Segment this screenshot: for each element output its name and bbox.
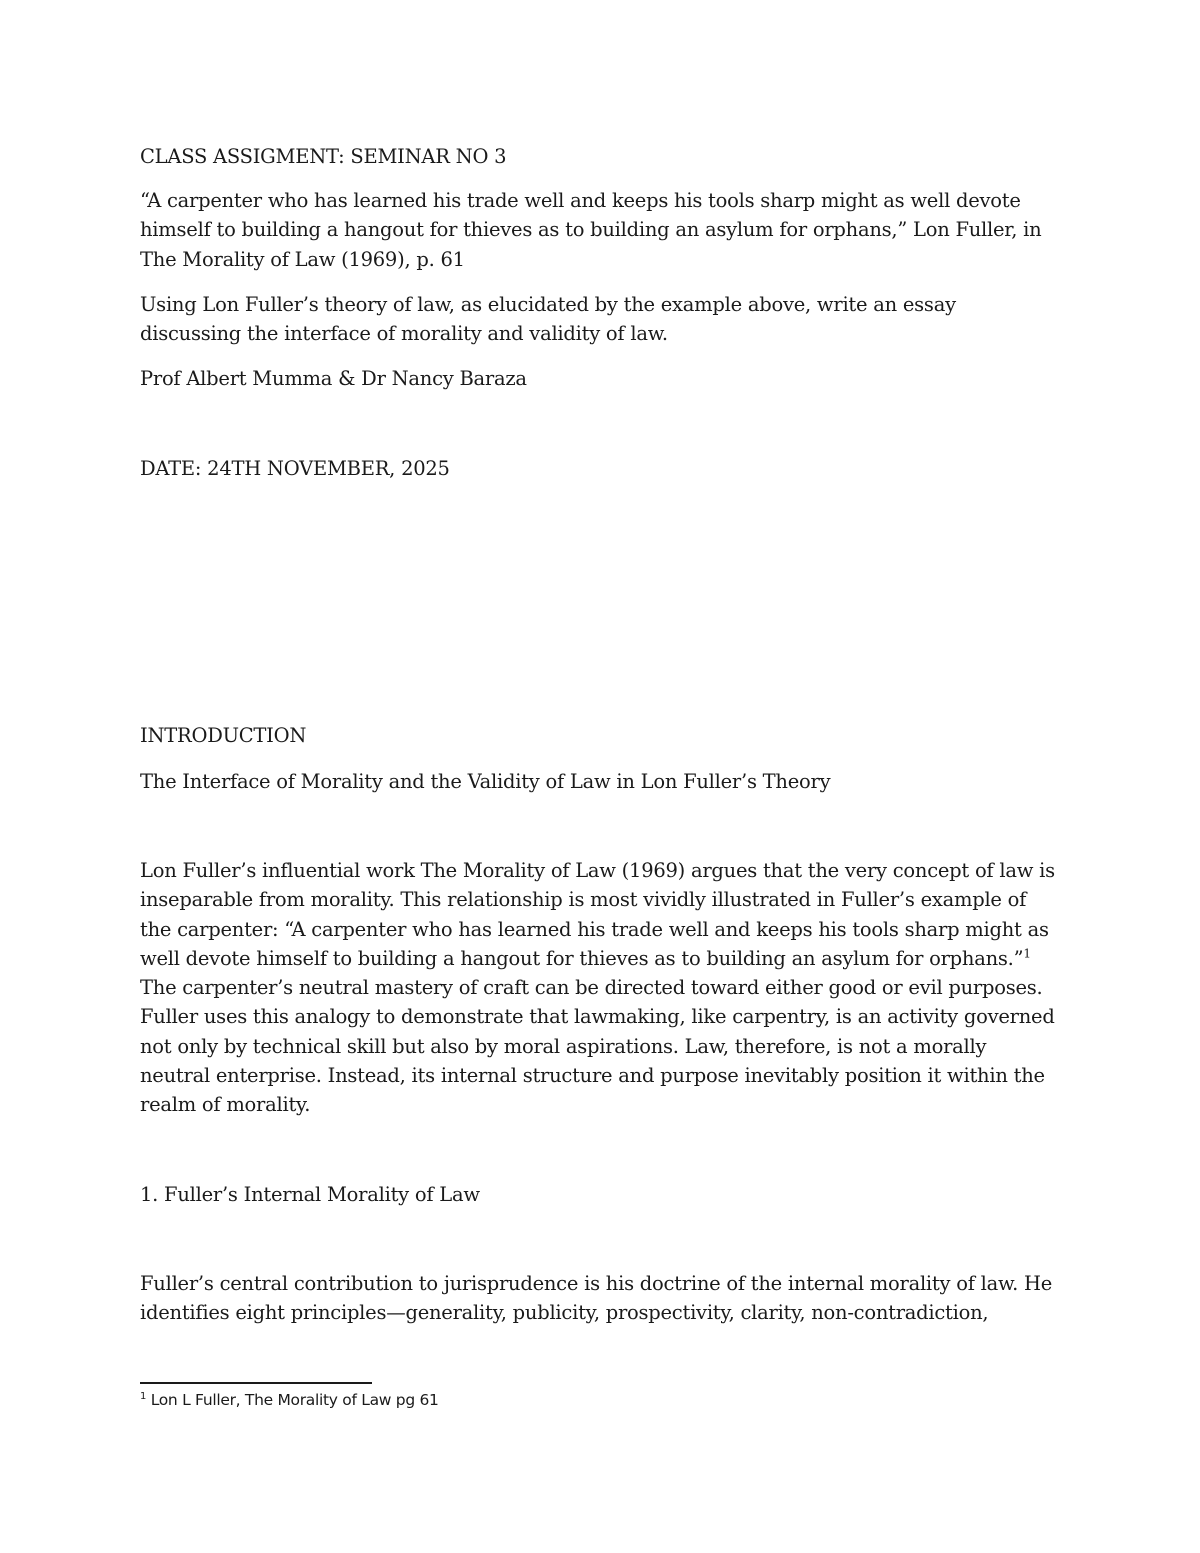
footnote	[140, 1389, 1040, 1411]
introduction-paragraph-part1: Lon Fuller’s influential work The Morality of Law (1969) argues that the very concept of law is inseparable from morality. This relationship is most vividly illustrated in Fuller’s example of the carpenter: “A carpenter who has learned his trade well and keeps his tools sharp might as well devote himself to building a hangout for thieves as to building an asylum for orphans.”	[140, 859, 1055, 970]
introduction-heading: INTRODUCTION	[140, 724, 307, 747]
footnote-number: 1	[140, 1390, 147, 1402]
lecturers-line: Prof Albert Mumma & Dr Nancy Baraza	[140, 367, 527, 390]
fuller-quote: “A carpenter who has learned his trade well and keeps his tools sharp might as well devote himself to building a hangout for thieves as to building an asylum for orphans,” Lon Fuller, in The Morality of Law (1969), p. 61	[140, 189, 1042, 271]
section-1-heading: 1. Fuller’s Internal Morality of Law	[140, 1183, 480, 1206]
section-1-paragraph: Fuller’s central contribution to jurisprudence is his doctrine of the internal morality of law. He identifies eight principles—generality, publicity, prospectivity, clarity, non-contradiction,	[140, 1272, 1053, 1325]
footnote-text: Lon L Fuller, The Morality of Law pg 61	[146, 1391, 439, 1409]
footnote-separator	[140, 1382, 372, 1384]
date-line: DATE: 24TH NOVEMBER, 2025	[140, 457, 450, 480]
essay-prompt: Using Lon Fuller’s theory of law, as elucidated by the example above, write an essay discussing the interface of morality and validity of law.	[140, 293, 956, 346]
introduction-paragraph	[140, 856, 1060, 1120]
introduction-subtitle: The Interface of Morality and the Validity of Law in Lon Fuller’s Theory	[140, 770, 831, 793]
introduction-paragraph-part2: The carpenter’s neutral mastery of craft can be directed toward either good or evil purposes. Fuller uses this analogy to demonstrate that lawmaking, like carpentry, is an activity governed not only by technical skill but also by moral aspirations. Law, therefore, is not a morally neutral enterprise. Instead, its internal structure and purpose inevitably position it within the realm of morality.	[140, 976, 1055, 1117]
assignment-title: CLASS ASSIGMENT: SEMINAR NO 3	[140, 145, 507, 168]
footnote-reference[interactable]: 1	[1023, 946, 1031, 961]
